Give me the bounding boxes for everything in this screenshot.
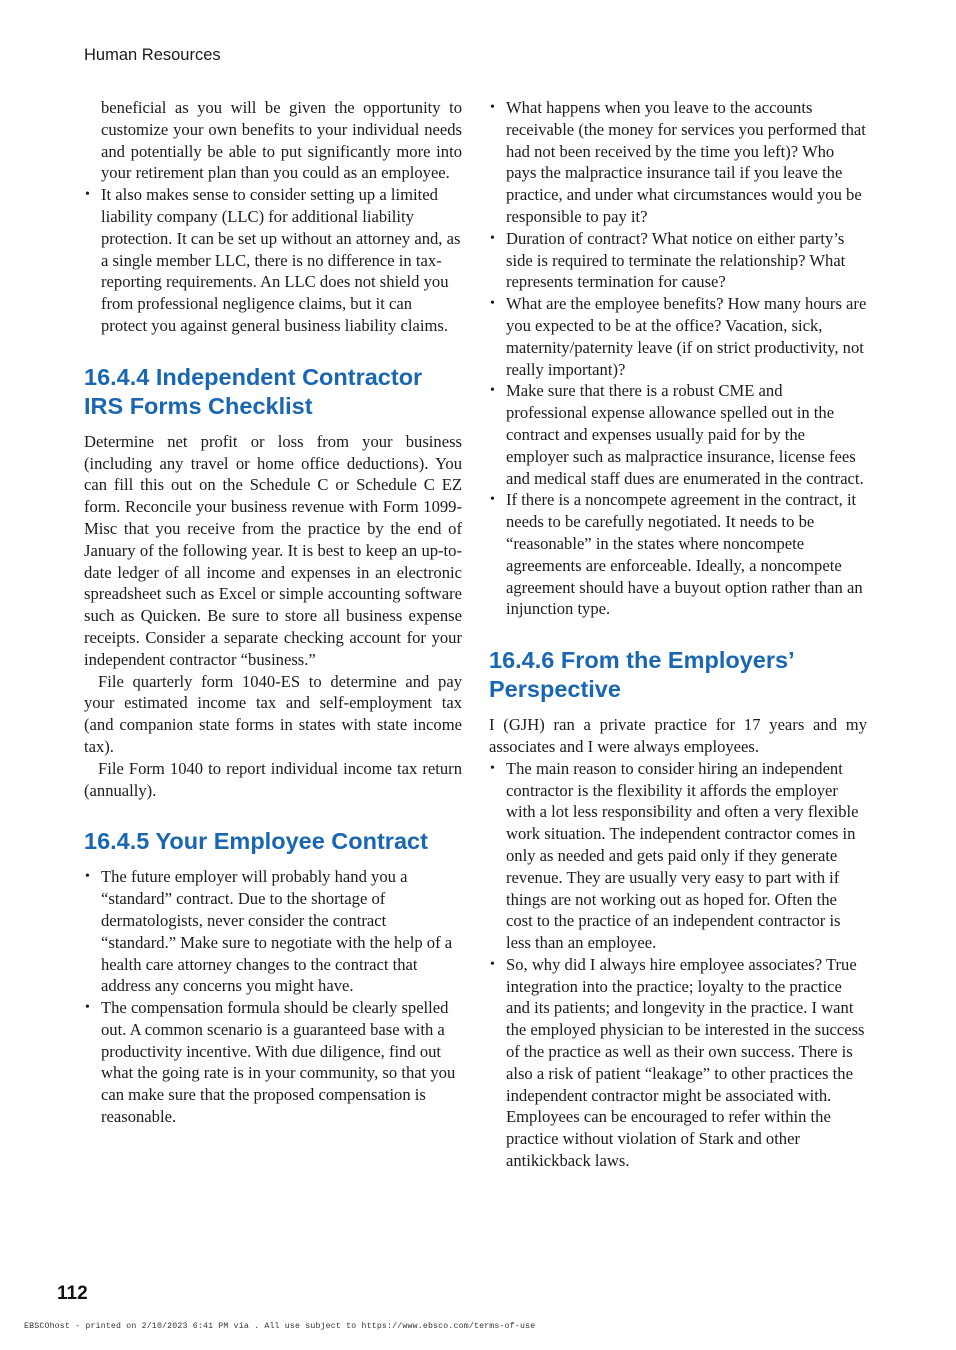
bullet-list [489,758,867,1172]
section-heading-16-4-4: 16.4.4 Independent Contractor IRS Forms Checklist [84,363,423,419]
section-heading-16-4-5: 16.4.5 Your Employee Contract [84,828,428,855]
list-item: • Make sure that there is a robust CME and professional expense allowance spelled out in the contract and expenses usually paid for by the employer such as malpractice insurance, license fees and medical staff dues are enumerated in the contract. [489,380,867,489]
list-item: • So, why did I always hire employee associates? True integration into the practice; loyalty to the practice and its patients; and longevity in the practice. I want the employed physician to be interested in the success of the practice as well as their own success. There is also a risk of patient “leakage” to other practices the independent contractor might be associated with. Employees can be encouraged to refer within the practice without violation of Stark and other antikickback laws. [489,954,867,1172]
list-item: • If there is a noncompete agreement in the contract, it needs to be carefully negotiated. It needs to be “reasonable” in the states where noncompete agreements are enforceable. Ideally, a noncompete agreement should have a buyout option rather than an injunction type. [489,489,867,620]
print-footer: EBSCOhost - printed on 2/10/2023 6:41 PM via . All use subject to https://www.ebsco.com/terms-of-use [24,1322,536,1331]
running-head: Human Resources [84,46,221,64]
list-item: • The compensation formula should be clearly spelled out. A common scenario is a guaranteed base with a productivity incentive. With due diligence, find out what the going rate is in your community, so that you can make sure that the proposed compensation is reasonable. [84,997,462,1128]
body-paragraph: I (GJH) ran a private practice for 17 years and my associates and I were always employees. [489,715,867,756]
page-number: 112 [57,1283,88,1304]
bullet-list [84,866,462,1128]
section-heading-16-4-6: 16.4.6 From the Employers’ Perspective [489,647,794,703]
bullet-list [489,97,867,620]
list-item: • The future employer will probably hand you a “standard” contract. Due to the shortage of dermatologists, never consider the contract “standard.” Make sure to negotiate with the help of a health care attorney changes to the contract that address any concerns you might have. [84,866,462,997]
list-item: • Duration of contract? What notice on either party’s side is required to terminate the relationship? What represents termination for cause? [489,228,867,293]
list-item: • The main reason to consider hiring an independent contractor is the flexibility it affords the employer with a lot less responsibility and often a very flexible work situation. The independent contractor comes in only as needed and gets paid only if they generate revenue. They are usually very easy to part with if things are not working out as hoped for. Often the cost to the practice of an independent contractor is less than an employee. [489,758,867,954]
list-item: • It also makes sense to consider setting up a limited liability company (LLC) for additional liability protection. It can be set up without an attorney and, as a single member LLC, there is no difference in tax-reporting requirements. An LLC does not shield you from professional negligence claims, but it can protect you against general business liability claims. [84,184,462,337]
left-column [84,97,462,1128]
list-item: • What happens when you leave to the accounts receivable (the money for services you performed that had not been received by the time you left)? Who pays the malpractice insurance tail if you leave the practice, and under what circumstances would you be responsible to pay it? [489,97,867,228]
bullet-list [84,184,462,337]
list-item: • What are the employee benefits? How many hours are you expected to be at the office? Vacation, sick, maternity/paternity leave (if on strict productivity, not really important)? [489,293,867,380]
right-column [489,97,867,1172]
body-paragraph: Determine net profit or loss from your business (including any travel or home office deductions). You can fill this out on the Schedule C or Schedule C EZ form. Reconcile your business revenue with Form 1099-Misc that you receive from the practice by the end of January of the following year. It is best to keep an up-to-date ledger of all income and expenses in an electronic spreadsheet such as Excel or simple accounting software such as Quicken. Be sure to store all business expense receipts. Consider a separate checking account for your independent contractor “business.” [84,431,462,669]
body-paragraph: File quarterly form 1040-ES to determine and pay your estimated income tax and self-employment tax (and companion state forms in states with state income tax). [84,671,462,756]
body-paragraph: File Form 1040 to report individual income tax return (annually). [84,758,462,800]
continued-bullet-text: beneficial as you will be given the opportunity to customize your own benefits to your individual needs and potentially be able to put significantly more into your retirement plan than you could as an employee. [101,98,462,183]
